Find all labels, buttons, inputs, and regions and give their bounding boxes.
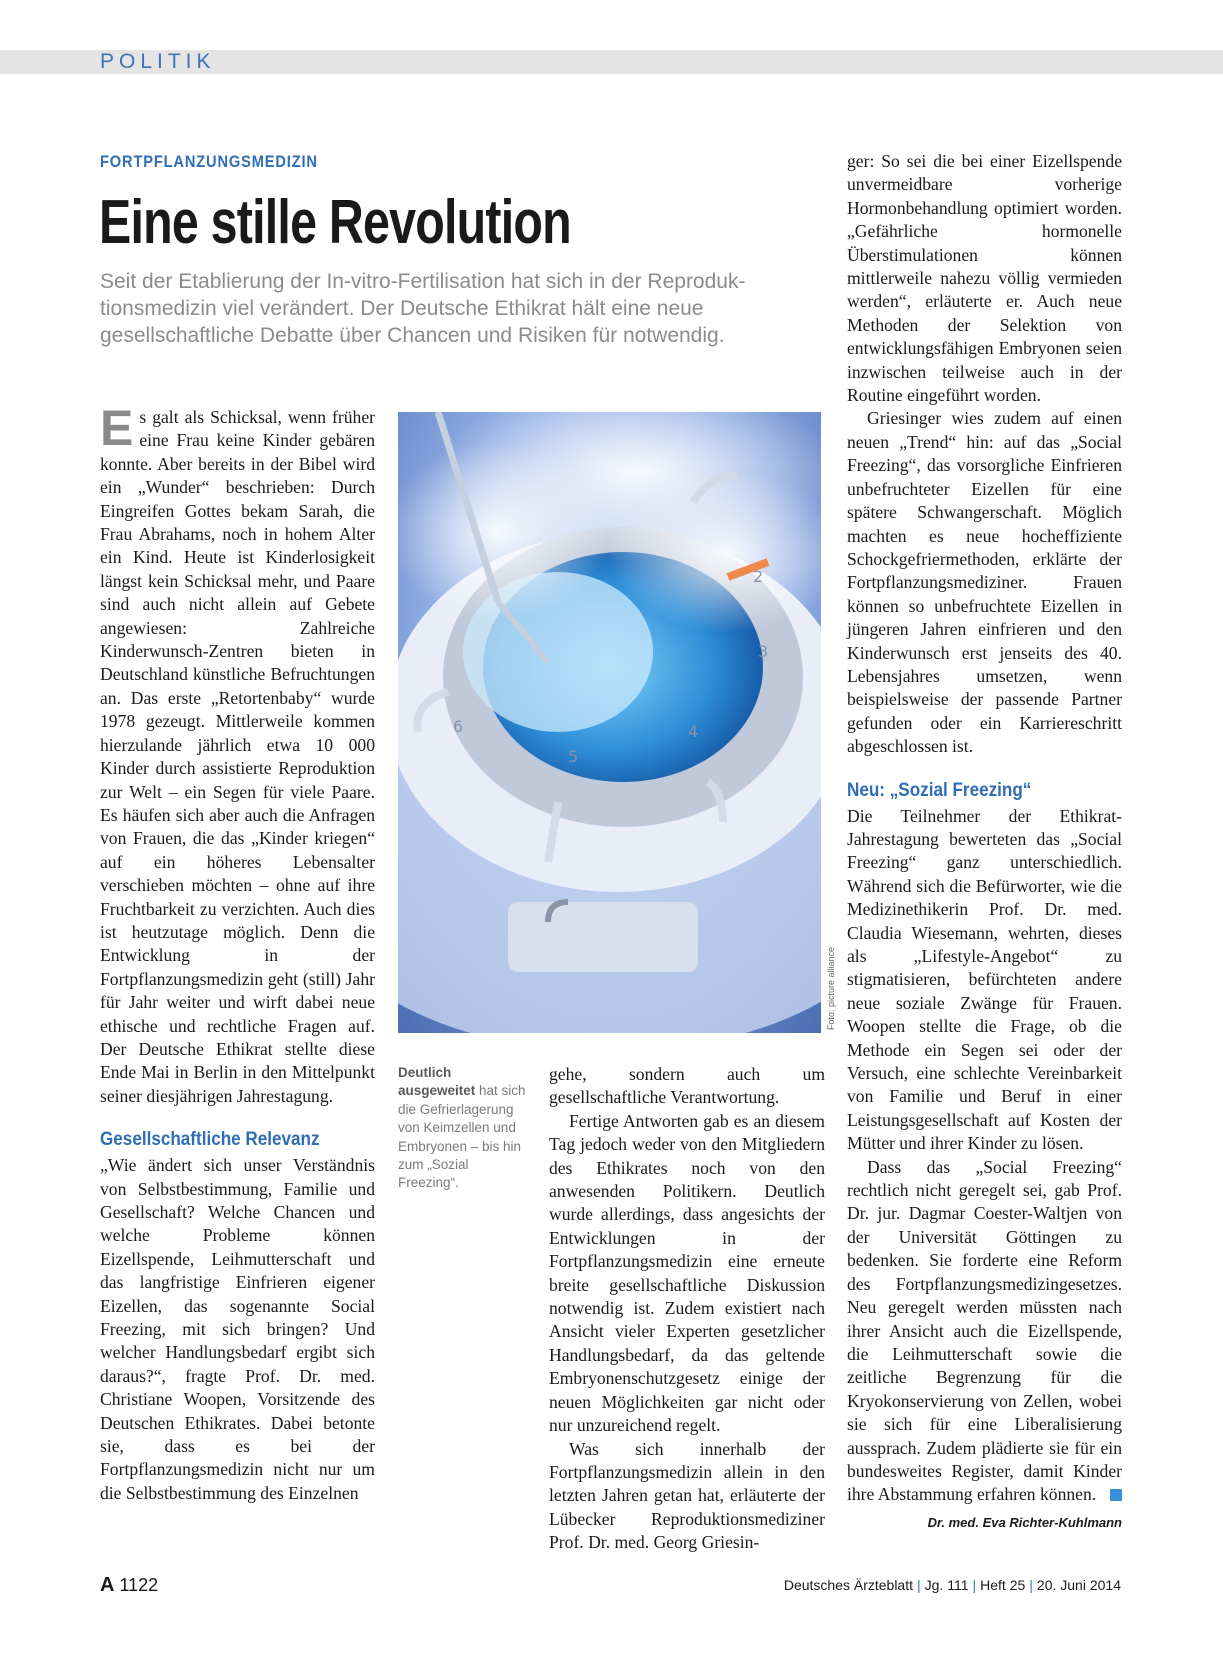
text-column-1: [100, 400, 375, 1505]
caption-bold: Deutlich ausgeweitet: [398, 1065, 476, 1099]
paragraph-text: Dass das „Social Freezing“ rechtlich nicht geregelt sei, gab Prof. Dr. jur. Dagmar Coester-Waltjen von der Universität Göttingen zu bedenken. Sie forderte eine Reform des Fortpflanzungsmedizingesetzes. Neu geregelt werden müssten nach ihrer Ansicht auch die Eizellspende, die Leihmutterschaft sowie die zeitliche Begrenzung für die Kryokonservierung von Zellen, wobei sie sich für eine Liberalisierung aussprach. Zudem plädierte sie für ein bundesweites Register, damit Kinder ihre Abstammung erfahren können.: [847, 1156, 1122, 1505]
subhead-line: gesellschaftliche Debatte über Chancen und Risiken für notwendig.: [100, 324, 725, 347]
tank-number: 2: [753, 567, 764, 586]
subhead-line: tionsmedizin viel verändert. Der Deutsche Ethikrat hält eine neue: [100, 297, 704, 320]
cryo-tank-illustration: [398, 412, 821, 1033]
article-subhead: [100, 268, 820, 349]
section-label: POLITIK: [100, 50, 216, 73]
section-subtitle: Neu: „Sozial Freezing“: [847, 779, 1032, 801]
journal-date: 20. Juni 2014: [1036, 1577, 1121, 1593]
paragraph: „Wie ändert sich unser Verständnis von Selbstbestimmung, Familie und Gesellschaft? Welche Chancen und welche Probleme können Eizellspende, Leihmutterschaft und das langfristige Einfrieren eigener Eizellen, das sogenannte Social Freezing, mit sich bringen? Und welcher Handlungsbedarf ergibt sich daraus?“, fragte Prof. Dr. med. Christiane Woopen, Vorsitzende des Deutschen Ethikrates. Dabei betonte sie, dass es bei der Fortpflanzungsmedizin nicht nur um die Selbstbestimmung des Einzelnen: [100, 1155, 375, 1503]
photo-caption: [398, 1064, 526, 1193]
journal-volume: Jg. 111: [924, 1577, 969, 1593]
journal-name: Deutsches Ärzteblatt: [783, 1577, 913, 1593]
journal-footer: Deutsches Ärzteblatt | Jg. 111 | Heft 25 | 20. Juni 2014: [783, 1577, 1121, 1593]
paragraph: Die Teilnehmer der Ethikrat-Jahrestagung bewerteten das „Social Freezing“ ganz unterschiedlich. Während sich die Befürworter, wie die Medizinethikerin Prof. Dr. med. Claudia Wiesemann, wehrten, dieses als „Lifestyle-Angebot“ zu stigmatisieren, befürchteten andere neue soziale Zwänge für Frauen. Woopen stellte die Frage, ob die Methode ein Segen sei oder der Versuch, eine schlechte Vereinbarkeit von Familie und Beruf in einer Leistungsgesellschaft auf Kosten der Mütter und ihrer Kinder zu lösen.: [847, 805, 1122, 1154]
subhead-line: Seit der Etablierung der In-vitro-Fertilisation hat sich in der Reproduk-: [100, 270, 746, 293]
paragraph: Fertige Antworten gab es an diesem Tag jedoch weder von den Mitgliedern des Ethikrates noch von den anwesenden Politikern. Deutlich wurde allerdings, dass angesichts der Entwicklungen in der Fortpflanzungsmedizin eine erneute breite gesellschaftliche Diskussion notwendig ist. Zudem existiert nach Ansicht vieler Experten gesetzlicher Handlungsbedarf, da das geltende Embryonenschutzgesetz einige der neuen Möglichkeiten gar nicht oder nur unzureichend regelt.: [549, 1110, 825, 1436]
page-prefix: A: [100, 1574, 115, 1596]
photo-credit: Foto: picture alliance: [826, 946, 836, 1030]
paragraph: [847, 1156, 1122, 1507]
section-subtitle: Gesellschaftliche Relevanz: [100, 1129, 320, 1151]
paragraph: s galt als Schicksal, wenn früher eine Frau keine Kinder gebären konnte. Aber bereits in der Bibel wird ein „Wunder“ beschrieben: Durch Eingreifen Gottes bekam Sarah, die Frau Abrahams, noch in hohem Alter ein Kind. Heute ist Kinderlosigkeit längst kein Schicksal mehr, und Paare sind auch nicht allein auf Gebete angewiesen: Zahlreiche Kinderwunsch-Zentren bieten in Deutschland künstliche Befruchtungen an. Das erste „Retortenbaby“ wurde 1978 gezeugt. Mittlerweile kommen hierzulande jährlich etwa 10 000 Kinder durch assistierte Reproduktion zur Welt – ein Segen für viele Paare. Es häufen sich aber auch die Anfragen von Frauen, die das „Kinder kriegen“ auf ein höheres Lebensalter verschieben möchten – ohne auf ihre Fruchtbarkeit zu verzichten. Auch dies ist heutzutage möglich. Denn die Entwicklung in der Fortpflanzungsmedizin geht (still) Jahr für Jahr weiter und wirft dabei neue ethische und rechtliche Fragen auf. Der Deutsche Ethikrat stellte diese Ende Mai in Berlin in den Mittelpunkt seiner diesjährigen Jahrestagung.: [100, 407, 375, 1106]
paragraph: Griesinger wies zudem auf einen neuen „Trend“ hin: auf das „Social Freezing“, das vorsorgliche Einfrieren unbefruchteter Eizellen für eine spätere Schwangerschaft. Möglich machten es neue hocheffiziente Schockgefriermethoden, erklärte der Fortpflanzungsmediziner. Frauen können so unbefruchtete Eizellen in jüngeren Jahren einfrieren und den Kinderwunsch erst jenseits des 40. Lebensjahres umsetzen, wenn beispielsweise der passende Partner gefunden oder ein Karriereschritt abgeschlossen ist.: [847, 408, 1122, 757]
journal-issue: Heft 25: [980, 1577, 1026, 1593]
text-column-2: [549, 1063, 825, 1555]
tank-number: 3: [758, 642, 769, 661]
paragraph: ger: So sei die bei einer Eizellspende unvermeidbare vorherige Hormonbehandlung optimiert worden. „Gefährliche hormonelle Überstimulationen können mittlerweile nahezu völlig vermieden werden“, erläuterte er. Auch neue Methoden der Selektion von entwicklungsfähigen Embryonen seien inzwischen teilweise auch in der Routine eingeführt worden.: [847, 151, 1122, 406]
tank-number: 5: [568, 747, 579, 766]
paragraph: gehe, sondern auch um gesellschaftliche Verantwortung.: [549, 1064, 825, 1108]
tank-number: 6: [453, 717, 464, 736]
article-photo: [398, 412, 821, 1033]
page-number-value: 1122: [119, 1575, 159, 1595]
tank-number: 4: [688, 722, 699, 741]
end-mark-icon: [1110, 1489, 1122, 1501]
article-kicker: FORTPFLANZUNGSMEDIZIN: [100, 152, 318, 171]
article-headline: Eine stille Revolution: [99, 188, 571, 257]
text-column-3: [847, 150, 1122, 1534]
paragraph: Was sich innerhalb der Fortpflanzungsmedizin allein in den letzten Jahren getan hat, erläuterte der Lübecker Reproduktionsmediziner Prof. Dr. med. Georg Griesin-: [549, 1438, 825, 1553]
author-byline: Dr. med. Eva Richter-Kuhlmann: [927, 1514, 1122, 1530]
caption-text: hat sich die Gefrierlagerung von Keimzellen und Embryonen – bis hin zum „Sozial Freezing“.: [398, 1083, 526, 1191]
dropcap: E: [100, 400, 134, 456]
page-number: [100, 1574, 158, 1597]
